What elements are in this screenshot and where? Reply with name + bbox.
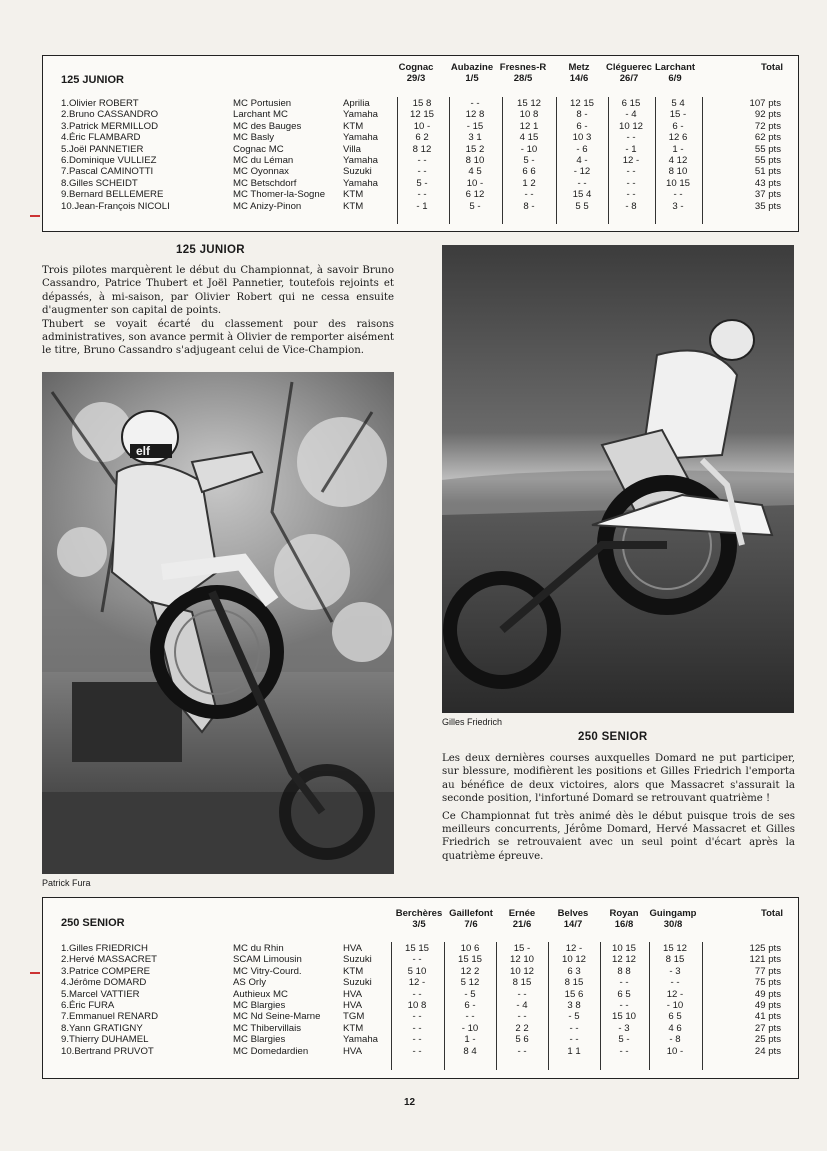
race-score: 4 12 xyxy=(668,155,688,166)
race-score: - - xyxy=(412,1034,422,1046)
race-score: 12 15 xyxy=(409,109,434,121)
race-score: 12 10 xyxy=(509,954,534,966)
table-title: 250 SENIOR xyxy=(61,917,125,929)
race-score: - 3 xyxy=(669,965,681,977)
race-score: - - xyxy=(470,98,480,109)
photo-patrick-fura xyxy=(42,372,394,874)
race-score: - - xyxy=(569,1022,579,1034)
race-score: 15 12 xyxy=(516,98,541,109)
race-score: 3 1 xyxy=(468,132,482,144)
rider-bike: Yamaha xyxy=(343,155,379,166)
rider-total: 49 pts xyxy=(754,1000,781,1011)
race-score: 5 12 xyxy=(460,977,480,989)
rider-name: 5.Marcel VATTIER xyxy=(61,988,140,1000)
rider-bike: Yamaha xyxy=(343,109,379,121)
rider-name: 2.Bruno CASSANDRO xyxy=(61,109,159,121)
race-score: 5 - xyxy=(618,1034,630,1046)
rider-total: 51 pts xyxy=(754,166,781,178)
race-header: Berchères 3/5 xyxy=(395,908,443,930)
race-score: 15 15 xyxy=(457,954,482,966)
rider-total: 35 pts xyxy=(754,200,781,212)
race-score: 10 8 xyxy=(519,109,539,121)
race-score: 10 12 xyxy=(618,120,643,132)
race-score: 1 2 xyxy=(522,177,536,189)
race-score: 6 - xyxy=(576,120,588,132)
race-score: 10 12 xyxy=(561,954,586,966)
rider-name: 7.Pascal CAMINOTTI xyxy=(61,166,154,178)
race-score: 8 - xyxy=(523,200,535,212)
race-score: - 4 xyxy=(516,1000,528,1011)
race-header: Belves 14/7 xyxy=(557,908,589,930)
race-score: - 5 xyxy=(568,1011,580,1023)
race-score: 6 5 xyxy=(617,988,631,1000)
race-score: - - xyxy=(626,189,636,201)
race-score: 1 1 xyxy=(567,1045,581,1057)
rider-total: 77 pts xyxy=(754,965,781,977)
rider-club: MC Basly xyxy=(233,132,275,144)
race-score: - 1 xyxy=(625,143,637,155)
race-header: Gaillefont 7/6 xyxy=(449,908,493,930)
race-score: 6 5 xyxy=(668,1011,682,1023)
race-score: 15 8 xyxy=(412,98,432,109)
rider-club: AS Orly xyxy=(233,977,267,989)
rider-club: MC Nd Seine-Marne xyxy=(233,1011,321,1023)
race-score: - - xyxy=(417,166,427,178)
race-score: 8 10 xyxy=(465,155,485,166)
rider-club: Authieux MC xyxy=(233,988,288,1000)
race-score: - - xyxy=(619,1000,629,1011)
rider-name: 9.Thierry DUHAMEL xyxy=(61,1034,149,1046)
rider-name: 8.Gilles SCHEIDT xyxy=(61,177,138,189)
article-paragraph: Thubert se voyait écarté du classement pour des raisons administratives, son avance permit à Olivier de remporter aisément le titre, Bruno Cassandro s'adjugeant celui de Vice-Champion. xyxy=(42,318,394,357)
race-score: - - xyxy=(670,977,680,989)
race-score: - 10 xyxy=(520,143,538,155)
race-score: 5 5 xyxy=(575,200,589,212)
rider-club: SCAM Limousin xyxy=(233,954,302,966)
race-score: 4 6 xyxy=(668,1022,682,1034)
rider-total: 92 pts xyxy=(754,109,781,121)
table-row xyxy=(43,977,798,988)
race-score: 5 - xyxy=(416,177,428,189)
race-header: Guingamp 30/8 xyxy=(649,908,697,930)
race-score: 10 12 xyxy=(509,965,534,977)
rider-bike: KTM xyxy=(343,965,364,977)
race-score: 15 12 xyxy=(662,943,687,954)
rider-bike: Suzuki xyxy=(343,977,372,989)
rider-club: MC du Rhin xyxy=(233,943,284,954)
race-score: 5 10 xyxy=(407,965,427,977)
article-paragraph: Ce Championnat fut très animé dès le début puisque trois de ses meilleurs concurrents, Jérôme Domard, Hervé Massacret et Gilles Friedrich se retrouvaient avec un seul point d'écart après la quatrième épreuve. xyxy=(442,810,795,862)
table-row xyxy=(43,201,798,212)
race-score: 8 10 xyxy=(668,166,688,178)
rider-club: MC Oyonnax xyxy=(233,166,289,178)
race-score: - - xyxy=(517,1011,527,1023)
article-heading: 125 JUNIOR xyxy=(176,244,245,256)
race-score: 15 6 xyxy=(564,988,584,1000)
race-score: 1 - xyxy=(464,1034,476,1046)
rider-bike: HVA xyxy=(343,988,363,1000)
race-score: 12 - xyxy=(565,943,583,954)
race-score: 4 15 xyxy=(519,132,539,144)
table-row xyxy=(43,109,798,120)
table-row xyxy=(43,166,798,177)
race-score: 15 - xyxy=(669,109,687,121)
race-score: 3 8 xyxy=(567,1000,581,1011)
rider-total: 55 pts xyxy=(754,155,781,166)
race-score: - - xyxy=(412,1011,422,1023)
rider-club: MC Blargies xyxy=(233,1034,286,1046)
race-score: - 15 xyxy=(466,120,484,132)
race-score: - - xyxy=(412,954,422,966)
sponsor-logo: elf xyxy=(136,444,151,458)
rider-total: 75 pts xyxy=(754,977,781,989)
table-row xyxy=(43,943,798,954)
table-row xyxy=(43,189,798,200)
total-header: Total xyxy=(761,62,783,73)
rider-name: 8.Yann GRATIGNY xyxy=(61,1022,143,1034)
table-row xyxy=(43,1011,798,1022)
table-row xyxy=(43,98,798,109)
race-score: - - xyxy=(626,177,636,189)
rider-name: 4.Jérôme DOMARD xyxy=(61,977,147,989)
race-score: - - xyxy=(626,166,636,178)
race-score: - 10 xyxy=(461,1022,479,1034)
race-score: 12 12 xyxy=(611,954,636,966)
race-score: 2 2 xyxy=(515,1022,529,1034)
rider-name: 7.Emmanuel RENARD xyxy=(61,1011,159,1023)
race-score: 6 6 xyxy=(522,166,536,178)
race-score: 6 - xyxy=(672,120,684,132)
race-header: Cognac 29/3 xyxy=(398,62,434,84)
rider-club: MC Portusien xyxy=(233,98,292,109)
rider-bike: Yamaha xyxy=(343,177,379,189)
rider-total: 43 pts xyxy=(754,177,781,189)
race-score: 8 - xyxy=(576,109,588,121)
race-score: - 1 xyxy=(416,200,428,212)
rider-club: MC du Léman xyxy=(233,155,294,166)
rider-bike: HVA xyxy=(343,1045,363,1057)
table-row xyxy=(43,155,798,166)
rider-total: 72 pts xyxy=(754,120,781,132)
rider-total: 55 pts xyxy=(754,143,781,155)
rider-club: Cognac MC xyxy=(233,143,284,155)
race-score: 15 10 xyxy=(611,1011,636,1023)
rider-total: 125 pts xyxy=(749,943,781,954)
rider-name: 2.Hervé MASSACRET xyxy=(61,954,157,966)
race-score: - - xyxy=(417,155,427,166)
race-score: - - xyxy=(417,189,427,201)
rider-club: MC Thomer-la-Sogne xyxy=(233,189,326,201)
race-score: - - xyxy=(412,1045,422,1057)
race-score: 12 1 xyxy=(519,120,539,132)
race-score: 6 3 xyxy=(567,965,581,977)
photo-caption: Gilles Friedrich xyxy=(442,717,503,727)
race-score: 10 15 xyxy=(665,177,690,189)
race-score: 8 15 xyxy=(564,977,584,989)
race-score: - - xyxy=(619,977,629,989)
rider-total: 41 pts xyxy=(754,1011,781,1023)
rider-total: 24 pts xyxy=(754,1045,781,1057)
rider-bike: Suzuki xyxy=(343,954,372,966)
rider-club: MC Vitry-Courd. xyxy=(233,965,302,977)
race-score: 5 - xyxy=(523,155,535,166)
rider-name: 10.Jean-François NICOLI xyxy=(61,200,170,212)
race-score: 10 8 xyxy=(407,1000,427,1011)
race-score: 6 15 xyxy=(621,98,641,109)
race-header: Aubazine 1/5 xyxy=(450,62,494,84)
race-header: Cléguerec 26/7 xyxy=(606,62,652,84)
table-title: 125 JUNIOR xyxy=(61,74,124,86)
race-score: 10 - xyxy=(466,177,484,189)
page-number: 12 xyxy=(404,1097,416,1108)
race-score: 5 4 xyxy=(671,98,685,109)
rider-club: MC Thibervillais xyxy=(233,1022,302,1034)
race-header: Metz 14/6 xyxy=(568,62,590,84)
race-score: - - xyxy=(577,177,587,189)
race-score: 12 8 xyxy=(465,109,485,121)
rider-total: 62 pts xyxy=(754,132,781,144)
table-row xyxy=(43,121,798,132)
race-score: 8 15 xyxy=(665,954,685,966)
table-250-senior xyxy=(42,897,799,1079)
race-score: 10 - xyxy=(413,120,431,132)
race-score: - 5 xyxy=(464,988,476,1000)
rider-name: 1.Gilles FRIEDRICH xyxy=(61,943,148,954)
rider-bike: KTM xyxy=(343,1022,364,1034)
total-header: Total xyxy=(761,908,783,919)
race-score: - 4 xyxy=(625,109,637,121)
race-score: 6 - xyxy=(464,1000,476,1011)
table-row xyxy=(43,1034,798,1045)
race-header: Larchant 6/9 xyxy=(654,62,696,84)
table-row xyxy=(43,989,798,1000)
race-score: - 8 xyxy=(669,1034,681,1046)
race-score: 5 - xyxy=(469,200,481,212)
race-score: - - xyxy=(465,1011,475,1023)
race-header: Ernée 21/6 xyxy=(508,908,536,930)
table-row xyxy=(43,144,798,155)
rider-name: 3.Patrice COMPERE xyxy=(61,965,151,977)
race-score: 12 2 xyxy=(460,965,480,977)
rider-name: 5.Joël PANNETIER xyxy=(61,143,144,155)
race-score: 12 - xyxy=(622,155,640,166)
rider-total: 27 pts xyxy=(754,1022,781,1034)
race-score: - - xyxy=(626,132,636,144)
race-score: 15 4 xyxy=(572,189,592,201)
race-score: 1 - xyxy=(672,143,684,155)
race-score: 4 - xyxy=(576,155,588,166)
rider-bike: Suzuki xyxy=(343,166,372,178)
rider-club: Larchant MC xyxy=(233,109,288,121)
race-score: 6 12 xyxy=(465,189,485,201)
race-score: - 12 xyxy=(573,166,591,178)
race-score: - 6 xyxy=(576,143,588,155)
race-score: - - xyxy=(517,1045,527,1057)
race-score: - - xyxy=(517,988,527,1000)
rider-bike: Yamaha xyxy=(343,1034,379,1046)
race-score: 8 12 xyxy=(412,143,432,155)
race-score: - 8 xyxy=(625,200,637,212)
race-score: 8 8 xyxy=(617,965,631,977)
race-score: 15 15 xyxy=(404,943,429,954)
race-score: 4 5 xyxy=(468,166,482,178)
rider-name: 10.Bertrand PRUVOT xyxy=(61,1045,154,1057)
table-row xyxy=(43,1023,798,1034)
race-score: - - xyxy=(619,1045,629,1057)
race-score: - - xyxy=(412,1022,422,1034)
race-score: 15 2 xyxy=(465,143,485,155)
table-row xyxy=(43,1000,798,1011)
race-score: 6 2 xyxy=(415,132,429,144)
rider-bike: HVA xyxy=(343,943,363,954)
rider-name: 6.Dominique VULLIEZ xyxy=(61,155,157,166)
article-paragraph: Trois pilotes marquèrent le début du Championnat, à savoir Bruno Cassandro, Patrice Thubert et Joël Pannetier, toutefois rejoints et dépassés, à mi-saison, par Olivier Robert qui ne cessa ensuite d'augmenter son capital de points. xyxy=(42,265,394,317)
race-score: 8 4 xyxy=(463,1045,477,1057)
race-header: Royan 16/8 xyxy=(609,908,639,930)
rider-name: 6.Éric FURA xyxy=(61,1000,115,1011)
race-score: 10 15 xyxy=(611,943,636,954)
rider-club: MC Blargies xyxy=(233,1000,286,1011)
article-paragraph: Les deux dernières courses auxquelles Domard ne put participer, sur blessure, modifièrent les positions et Gilles Friedrich l'emporta au bénéfice de deux victoires, alors que Massacret s'assurait la seconde position, l'infortuné Domard se retrouvant quatrième ! xyxy=(442,753,795,805)
rider-name: 9.Bernard BELLEMERE xyxy=(61,189,164,201)
race-score: 10 - xyxy=(666,1045,684,1057)
race-score: - 10 xyxy=(666,1000,684,1011)
article-250-senior xyxy=(442,752,795,863)
table-125-junior xyxy=(42,55,799,232)
rider-name: 4.Éric FLAMBARD xyxy=(61,132,141,144)
rider-bike: Yamaha xyxy=(343,132,379,144)
photo-caption: Patrick Fura xyxy=(42,878,91,888)
race-score: - 3 xyxy=(618,1022,630,1034)
rider-bike: KTM xyxy=(343,189,364,201)
race-score: 8 15 xyxy=(512,977,532,989)
race-score: - - xyxy=(673,189,683,201)
race-score: 3 - xyxy=(672,200,684,212)
rider-name: 1.Olivier ROBERT xyxy=(61,98,139,109)
rider-bike: Aprilia xyxy=(343,98,370,109)
rider-club: MC Domedardien xyxy=(233,1045,309,1057)
rider-club: MC Betschdorf xyxy=(233,177,297,189)
rider-bike: KTM xyxy=(343,120,364,132)
table-row xyxy=(43,966,798,977)
race-score: 10 6 xyxy=(460,943,480,954)
rider-bike: KTM xyxy=(343,200,364,212)
race-score: - - xyxy=(569,1034,579,1046)
table-row xyxy=(43,1046,798,1057)
rider-total: 37 pts xyxy=(754,189,781,201)
race-score: - - xyxy=(412,988,422,1000)
race-header: Fresnes-R 28/5 xyxy=(499,62,547,84)
rider-club: MC des Bauges xyxy=(233,120,302,132)
race-score: 10 3 xyxy=(572,132,592,144)
photo-gilles-friedrich xyxy=(442,245,794,713)
race-score: 12 - xyxy=(666,988,684,1000)
rider-total: 25 pts xyxy=(754,1034,781,1046)
table-row xyxy=(43,132,798,143)
rider-bike: HVA xyxy=(343,1000,363,1011)
race-score: 15 - xyxy=(513,943,531,954)
rider-bike: Villa xyxy=(343,143,361,155)
race-score: 12 6 xyxy=(668,132,688,144)
rider-bike: TGM xyxy=(343,1011,365,1023)
rider-club: MC Anizy-Pinon xyxy=(233,200,302,212)
race-score: - - xyxy=(524,189,534,201)
rider-total: 121 pts xyxy=(749,954,781,966)
race-score: 12 - xyxy=(408,977,426,989)
race-score: 12 15 xyxy=(569,98,594,109)
rider-total: 107 pts xyxy=(749,98,781,109)
article-125-junior xyxy=(42,264,394,358)
rider-total: 49 pts xyxy=(754,988,781,1000)
table-row xyxy=(43,178,798,189)
table-row xyxy=(43,954,798,965)
rider-name: 3.Patrick MERMILLOD xyxy=(61,120,159,132)
article-heading: 250 SENIOR xyxy=(578,731,648,743)
race-score: 5 6 xyxy=(515,1034,529,1046)
